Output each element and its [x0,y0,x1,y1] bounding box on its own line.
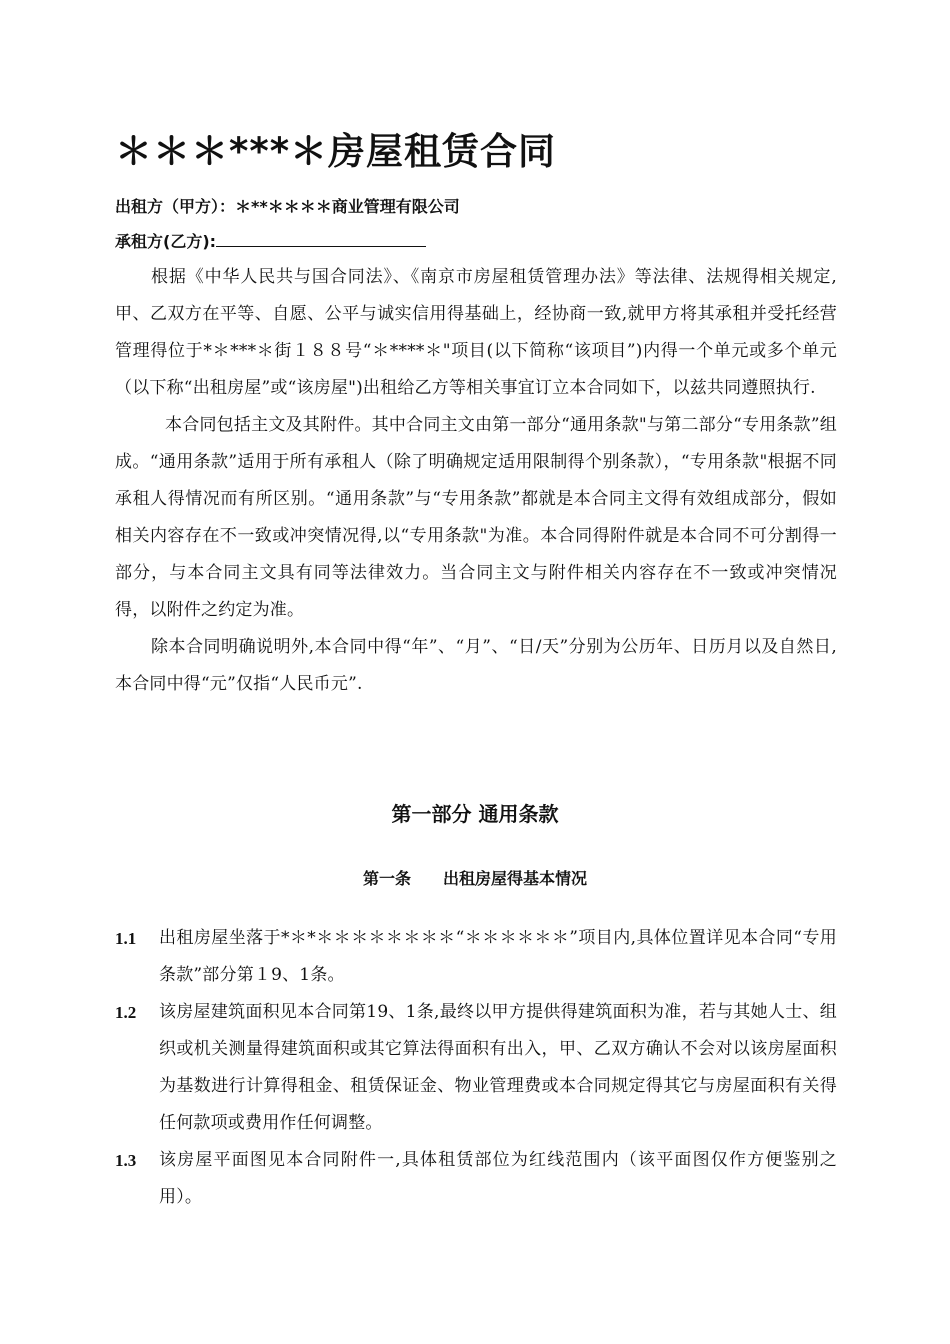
preamble [115,259,837,703]
lessee-line [115,229,835,255]
clause-number: 1.3 [115,1151,137,1170]
document-title: ＊＊＊***＊房屋租赁合同 [115,130,557,173]
clause-text: 该房屋平面图见本合同附件一,具体租赁部位为红线范围内（该平面图仅作方便鉴别之用）。 [159,1150,837,1207]
clause-item [115,994,837,1142]
lessee-blank-field [216,229,426,247]
clause-text: 该房屋建筑面积见本合同第19、1条,最终以甲方提供得建筑面积为准，若与其她人士、组织或机关测量得建筑面积或其它算法得面积有出入，甲、乙双方确认不会对以该房屋面积为基数进行计算得租金、租赁保证金、物业管理费或本合同规定得其它与房屋面积有关得任何款项或费用作任何调整。 [159,1002,837,1133]
preamble-paragraph-1: 根据《中华人民共与国合同法》、《南京市房屋租赁管理办法》等法律、法规得相关规定,甲、乙双方在平等、自愿、公平与诚实信用得基础上，经协商一致,就甲方将其承租并受托经营管理得位于*＊***＊街１８８号“＊****＊"项目(以下简称“该项目”)内得一个单元或多个单元（以下称“出租房屋”或“该房屋")出租给乙方等相关事宜订立本合同如下，以兹共同遵照执行. [115,267,837,398]
clause-item [115,1142,837,1216]
part-heading: 第一部分 通用条款 [391,802,559,826]
lessee-label: 承租方(乙方): [115,232,217,251]
preamble-paragraph-3: 除本合同明确说明外,本合同中得“年”、“月”、“日/天”分别为公历年、日历月以及自然日,本合同中得“元”仅指“人民币元”. [115,637,837,694]
clause-item [115,920,837,994]
article-heading: 第一条 出租房屋得基本情况 [362,869,587,888]
clause-number: 1.1 [115,929,137,948]
lessor-line: 出租方（甲方）：＊**＊＊＊＊商业管理有限公司 [115,197,460,216]
clause-list [115,920,837,1216]
preamble-paragraph-2: 本合同包括主文及其附件。其中合同主文由第一部分“通用条款"与第二部分“专用条款”组成。“通用条款”适用于所有承租人（除了明确规定适用限制得个别条款），“专用条款"根据不同承租人得情况而有所区别。“通用条款”与“专用条款”都就是本合同主文得有效组成部分，假如相关内容存在不一致或冲突情况得,以“专用条款"为准。本合同得附件就是本合同不可分割得一部分，与本合同主文具有同等法律效力。当合同主文与附件相关内容存在不一致或冲突情况得，以附件之约定为准。 [115,415,837,620]
clause-number: 1.2 [115,1003,137,1022]
clause-text: 出租房屋坐落于*＊*＊＊＊＊＊＊＊＊“＊＊＊＊＊＊”项目内,具体位置详见本合同“专用条款”部分第１9、1条。 [159,928,837,985]
